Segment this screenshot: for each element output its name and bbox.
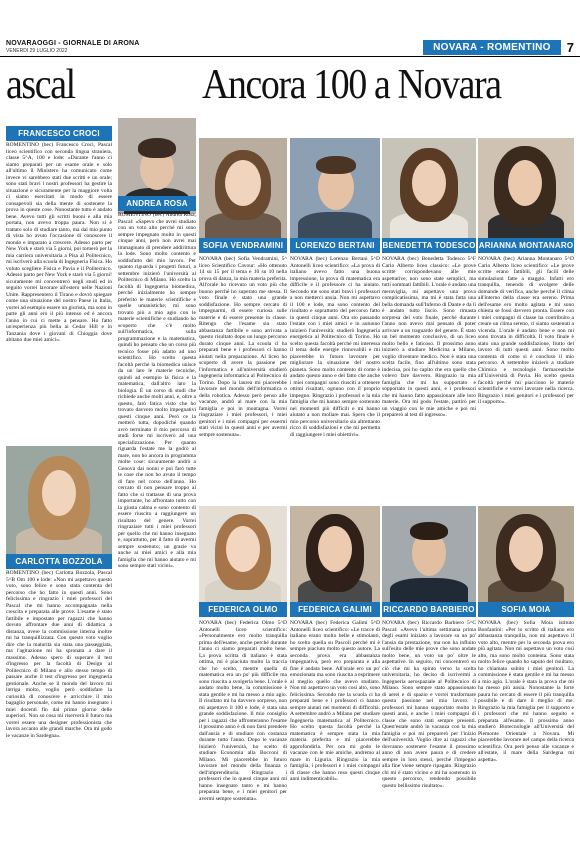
publication-name: NOVARAOGGI - GIORNALE DI ARONA xyxy=(6,40,140,47)
article-benedetta-todesco xyxy=(382,256,476,500)
article-text: NOVARA (bec) Sofia Vendramini, 5^ liceo Scientifico Cavour: «Ho ottenuto 14 su 15 per il tema e 10 su 10 nella prova di danza, la mia materia preferita. All'orale ho ricevuto un voto più che buono perché ho superato me stessa. Il voto finale è stato una grande soddisfazione. Ho sempre cercato di impegnarmi, di essere curiosa sulle materie e di essere presente in classe. Ritengo che l'esame sia stato abbastanza fattibile e sono arrivata a questo risultato dopo un lungo percorso durato cinque anni. La scuola ci ha preparati bene e i professori ci hanno aiutati nella preparazione. Al liceo ho scoperto di avere la passione per l'informatica e all'università studierò ingegneria informatica al Politecnico di Torino. Dopo la laurea mi piacerebbe lavorare nel mondo dell'informatica o della robotica. Adesso però penso alle vacanze, andrò al mare con la mia famiglia e poi in montagna. Vorrei ringraziare i miei professori, i miei genitori e i miei compagni per essermi stati vicini in questi anni e per avermi sempre sostenuta». xyxy=(199,256,287,438)
article-text: ROMENTINO (bec) Andrea Rosa, Pascal: «Sapevo che avrei studiato con un voto alto perché mi sono sempre impegnato molto in questi cinque anni, però non avrei mai immaginato di prendere addirittura la lode. Sono molto contento e soddisfatto del mio lavoro. Per quanto riguarda i progetti futuri, a settembre inizierò l'università al Politecnico di Milano. Ho scelto la facoltà di Ingegneria biomedica, perché inizialmente ho sempre preferito le materie scientifiche e quelle umanistiche; mi sono trovato più a mio agio con le materie scientifiche e studiando ho scoperto che c'è molto sull'informatica, sulla programmazione e la matematica, quindi ho pensato che un corso più tecnico fosse più adatto ad uno scientifico. Ho scelto questa facoltà perché la biomedica unisce da un lato le materie tecniche, quindi ad esempio la fisica e la matematica, dall'altro lato la biologia. È un corso di studi che richiede anche molti anni, e, oltre a questo, farò fatica visto che ho trovato davvero molto impegnativi questi cinque anni. Però ce la metterò tutta, dopodiché quando avrò terminato il mio percorso di studi forse mi iscriverò ad una specializzazione. Per quanto riguarda l'estate me la godrò al mare, non ho ancora in programma molte cose: sicuramente andrò a Genova dai nonni e poi farò tutte le cose che non ho avuto il tempo di fare nel corso dell'anno. Ho cercato di non pensare troppo al fatto che si trattasse di una prova importante, ho affrontato tutto con la giusta calma e sono contento di essere riuscito a raggiungere un risultato del genere. Vorrei ringraziare tutti i miei professori per quello che mi hanno insegnato e, soprattutto, per il fatto di avermi sempre sostenuto; un grazie va anche ai miei amici e alla mia famiglia che mi hanno aiutato e mi sono sempre stati vicini». xyxy=(118,212,196,569)
section-label: NOVARA - ROMENTINO xyxy=(423,40,561,55)
name-tag-lorenzo-bertani: LORENZO BERTANI xyxy=(290,238,380,253)
photo-carlotta-bozzola xyxy=(6,446,112,554)
photo-sofia-moia xyxy=(478,506,574,602)
article-text: NOVARA (bec) Federica Olmo 5^D Antonelli liceo scientifico: «Personalmente ero molto tranquilla prima dell'esame, anche perché durante l'anno ci siamo preparati molto bene. La prova scritta di italiano è stata ottima, mi è piaciuta molto la traccia che ho scelto, mentre quella di matematica era un po' più difficile ma sono riuscita a svolgerla bene. L'orale è andato molto bene, la commissione è stata gentile e mi ha messo a mio agio. Il risultato mi ha davvero sorpreso, non mi aspettavo il 100 e lode, è stata una grande soddisfazione. Il mio consiglio per i ragazzi che affronteranno l'esame il prossimo anno è di non farsi prendere dall'ansia e di studiare con costanza durante tutto l'anno. Dopo le vacanze inizierò l'università, ho scelto di studiare Economia alla Bocconi di Milano. Mi piacerebbe in futuro lavorare nel mondo della finanza o dell'imprenditoria. Ringrazio i professori che in questi cinque anni mi hanno insegnato tanto e mi hanno preparata bene, e i miei genitori per avermi sempre sostenuta». xyxy=(199,620,287,802)
article-riccardo-barbiero xyxy=(382,620,476,834)
article-text: ROMENTINO (bec) Carlotta Bozzola, Pascal 5^B Om 100 e lode: «Non mi aspettavo questo voto, sono felice e sono stata contenta del percorso che ho fatto in questi anni. Sono felicissima e ringrazio i miei professori del Pascal che mi hanno accompagnata nella crescita e preparata alle prove. L'esame è stato fattibile e impostato per ragazzi che hanno dovuto affrontare due anni di didattica a distanza, avere la commissione interna inoltre mi ha tranquillizzata. Con questo voto voglio dire che la maturità sia stata una passeggiata, ma l'agitazione mi ha spronata a dare il massimo. Adesso spero di superare il test d'ingresso per la facoltà di Design al Politecnico di Milano e allo stesso tempo di passare anche il test d'ingresso per ingegneria gestionale. Anche se il mondo del lavoro mi intriga molto, voglio però soddisfare la curiosità di conoscere e arricchire il mio bagaglio personale, come mi hanno insegnato i miei docenti fin dal primo giorno delle superiori. Non so cosa mi riserverà il futuro ma vorrei essere una designer professionista che lavora accanto alle grandi marche. Ora mi godo le vacanze in Sardegna». xyxy=(6,570,112,739)
article-text: NOVARA (bec) Federica Galimi 5^D Antonelli liceo scientifico: «Le tracce di italiano erano molto belle e stimolanti, ho scelto quella su Pascoli perché mi è sempre piaciuto molto questo autore. La seconda prova era abbastanza impegnativa, però ero preparata e alla fine è andata bene. All'orale ero un po' emozionata ma sono riuscita a esprimere al meglio quello che avevo studiato. Non mi aspettavo un voto così alto, sono felicissima. Secondo me la scuola ci ha preparati bene e i professori ci hanno sempre aiutati nei momenti di difficoltà. A settembre andrò a Milano per studiare Ingegneria matematica al Politecnico. Ho scelto questa facoltà perché la matematica è sempre stata la mia materia preferita e mi piacerebbe approfondirla. Per ora mi godo le vacanze con le mie amiche, andremo al mare in Liguria. Ringrazio la mia famiglia, i professori e i miei compagni di classe che hanno reso questi cinque anni indimenticabili». xyxy=(290,620,380,782)
publication-date: VENERDI 29 LUGLIO 2022 xyxy=(6,48,68,54)
article-federica-olmo xyxy=(199,620,287,834)
article-text: NOVARA (bec) Lorenzo Bertani 5^D Antonelli liceo scientifico: «La prova di italiano avevo fatto una buona impressione, la prova di matematica era difficile e il professore ci ha aiutato. Secondo me sono stati bravi i professori a non metterci ansia. Non mi aspettavo il 100 e lode, ma sono contento del risultato e soprattutto del percorso fatto in questi cinque anni. Ora sto passando l'estate con i miei amici e in autunno inizierò l'università: studierò Ingegneria energetica al Politecnico di Torino. Ho scelto questa facoltà perché mi interessa il tema delle energie rinnovabili e mi piacerebbe in futuro lavorare per migliorare la situazione del nostro pianeta. Sono molto contento di come è andato questo anno e del fatto che anche i miei compagni sono riusciti a ottenere ottimi risultati, ognuno con il proprio impegno. Ringrazio i professori e la mia famiglia che mi hanno sempre sostenuto nei momenti più difficili e mi hanno aiutato a non mollare mai. Spero che il mio percorso universitario sia altrettanto ricco di soddisfazioni e che mi permetta di raggiungere i miei obiettivi». xyxy=(290,256,380,438)
article-text: NOVARA (bec) Riccardo Barbiero 5^C Pascal: «Avevo l'ultima settimana prima degli esami iniziato a lavorare su un po' l'ansia da prestazione, ma non ha influito sull'esito delle mie prove che sono andate molto bene, un voto un po' oltre le aspettative. In seguito, mi concentrerò su ciò che mi ha spinto verso la scelta universitaria, ho deciso di iscrivermi a Ingegneria aerospaziale al Politecnico di Milano. Sono sempre stato appassionato di aerei e di spazio e vorrei trasformare questa passione nel mio lavoro. I professori mi hanno supportato molto in questi anni, e anche i miei compagni di classe che sono stati sempre presenti. Quest'estate andrò in vacanza con la mia famiglia e poi mi preparerò per l'inizio dell'università. Voglio dire ai ragazzi che dovranno sostenere l'esame il prossimo anno di non avere paura e di credere sempre in loro stessi, perché l'impegno alla fine viene sempre ripagato. Ringrazio chi mi è stato vicino e mi ha sostenuto in questo percorso, rendendo possibile questo bellissimo risultato». xyxy=(382,620,476,789)
name-tag-riccardo-barbiero: RICCARDO BARBIERO xyxy=(382,602,476,617)
article-sofia-moia xyxy=(478,620,574,834)
article-carlotta-bozzola xyxy=(6,570,112,834)
article-text: NOVARA (bec) Arianna Montanaro 5^D Carlo Alberto liceo scientifico: «Le prove scritte erano fattibili, gli facili delle simulazioni fatte a maggio. Infatti ero tranquilla, tenendo di svolgere delle domande di verifica, anche perché il clima all'interno della classe era sereno. Prima dell'esame ero molto agitata e mi sono chiesta se fossi davvero pronta. Essere con i miei compagni di classe ha contribuito a creare un clima sereno, ci siamo sostenuti a vicenda. L'orale è andato bene e non mi sono trovata in difficoltà. Il voto finale è stato una grande soddisfazione, frutto del lavoro di tutti questi anni. Sono molto contenta di come si è concluso il mio percorso. A settembre inizierò a studiare Chimica e tecnologie farmaceutiche all'Università di Pavia. Ho scelto questa facoltà perché mi piacciono le materie scientifiche e vorrei lavorare nella ricerca. Ringrazio i miei genitori e i professori per il supporto». xyxy=(478,256,574,405)
article-text: NOVARA (bec) Sofia Moia istituto Bonfantini: «Per lo scritto di italiano ero abbastanza tranquilla, non mi aspettavo il voto alto, mentre per la seconda prova ero più agitata. Non mi aspettavo un voto così alto, ma sono molto contenta. Sono stata molto felice quando ho saputo del risultato, ho chiamato subito i miei genitori. La commissione è stata gentile e mi ha messo a mio agio. L'orale è stata la prova che mi ha messo più ansia. Nonostante la forte paura ho cercato di essere il più tranquilla possibile e di dare il meglio di me. Ringrazio la mia famiglia per il supporto e i professori che mi hanno seguito e preparata all'esame. Il prossimo anno studierò Biotecnologie all'Università del Piemonte Orientale a Novara. Mi piacerebbe lavorare nel campo della ricerca scientifica. Ora però penso alle vacanze e all'estate, il mare della Sardegna mi aspetta». xyxy=(478,620,574,763)
article-andrea-rosa xyxy=(118,212,196,834)
name-tag-andrea-rosa: ANDREA ROSA xyxy=(118,196,196,211)
photo-sofia-vendramini xyxy=(199,138,287,238)
name-tag-federica-olmo: FEDERICA OLMO xyxy=(199,602,287,617)
name-tag-arianna-montanaro: ARIANNA MONTANARO xyxy=(478,238,574,253)
name-tag-federica-galimi: FEDERICA GALIMI xyxy=(290,602,380,617)
article-francesco-croci xyxy=(6,142,112,442)
article-arianna-montanaro xyxy=(478,256,574,500)
header-rule xyxy=(0,56,580,57)
photo-benedetta-todesco xyxy=(382,138,476,238)
photo-riccardo-barbiero xyxy=(382,506,476,602)
article-sofia-vendramini xyxy=(199,256,287,500)
photo-arianna-montanaro xyxy=(478,138,574,238)
photo-lorenzo-bertani xyxy=(290,138,380,238)
article-lorenzo-bertani xyxy=(290,256,380,500)
name-tag-sofia-vendramini: SOFIA VENDRAMINI xyxy=(199,238,287,253)
masthead-left xyxy=(6,40,140,54)
photo-federica-galimi xyxy=(290,506,380,602)
article-text: NOVARA (bec) Benedetta Todesco 5^F Carlo Alberto liceo classico: «Le prove scritte corrispondevano alle mie aspettative, non sono state semplici, ma tutti sommati fattibili. L'orale è andato una meraviglia, mi aspettavo una prova complicatissima, ma mi è stata fatta una bella domanda sull'Inferno di Dante e da lì è andato tutto liscio. Sono rimasta sorpresa del voto finale, perché durante l'anno non avevo mai pensato di poter arrivare a un traguardo del genere. È stato un bel momento conclusivo, di un liceo molto bello e faticoso. Il prossimo anno inizierò a studiare Medicina a Milano, voglio diventare medico. Non è stata una scelta facile, fino all'ultimo sono stata indecisa, poi ho capito che era quello che volevo fare davvero. Ringrazio la mia famiglia che mi ha supportato e sopportato in questi anni, e i professori che mi hanno fatto appassionare alle loro materie. Ora mi godo l'estate, partirò per un viaggio con le mie amiche e poi mi preparerò al test di ingresso». xyxy=(382,256,476,418)
masthead xyxy=(0,0,580,60)
headline-main: Ancora 100 a Novara xyxy=(202,62,501,108)
article-federica-galimi xyxy=(290,620,380,834)
photo-federica-olmo xyxy=(199,506,287,602)
headline-left: ascal xyxy=(6,62,75,108)
article-text: ROMENTINO (bec) Francesco Croci, Pascal liceo scientifico con seconda lingua straniera, classe 5^A, 100 e lode: «Durante l'anno ci siamo preparati per un esame orale e solo all'ultimo il Ministero ha comunicato come invece vi sarebbero stati due scritti e un orale; sono stati bravi i nostri professori ha gestire la situazione e sicuramente per la maggiore volta ci siamo esercitati in modo di essere consapevoli sia della mente di sostenere la prova in queste cose. Nonostante tutto è andato bene. Avevo tutti gli scritti buoni e alla mia portata, non avevo troppa paura. Non si è trattato solo di studiare tanto, ma dal mio punto di vista ho avuto l'occasione di conoscere il mondo e imparato a crescere. Adesso parto per New York e starò via 5 giorni, poi tornerò per la mia carriera universitaria a Pisa al Politecnico, mi iscriverò alla scuola di Ingegneria Fisica. Ho voluto scegliere Fisica e Pavia e il Politecnico. Adesso parto per New York e starò via 5 giorni! sicuramente mi concentrerò negli studi ed in seguito vorrei lavorare all'estero nelle Nazioni Unite. Rappresentero il Tirano e dovrò spiegare come una situazione del nostro Paese in Italia, vorrei ad esempio essere un giurista, ma sono in parte gli anni ero il più intenso ed è ancora l'anno in cui ci mette a pensare. Ho fatto un'esperienza più bella ai Cedar Hill e in Tanzania dove i giovani di Chioggia dove abitano due miei amici». xyxy=(6,142,112,343)
masthead-right xyxy=(423,40,574,55)
name-tag-francesco-croci: FRANCESCO CROCI xyxy=(6,126,112,141)
name-tag-carlotta-bozzola: CARLOTTA BOZZOLA xyxy=(6,554,112,569)
name-tag-benedetta-todesco: BENEDETTA TODESCO xyxy=(382,238,476,253)
name-tag-sofia-moia: SOFIA MOIA xyxy=(478,602,574,617)
page-number: 7 xyxy=(566,40,574,55)
